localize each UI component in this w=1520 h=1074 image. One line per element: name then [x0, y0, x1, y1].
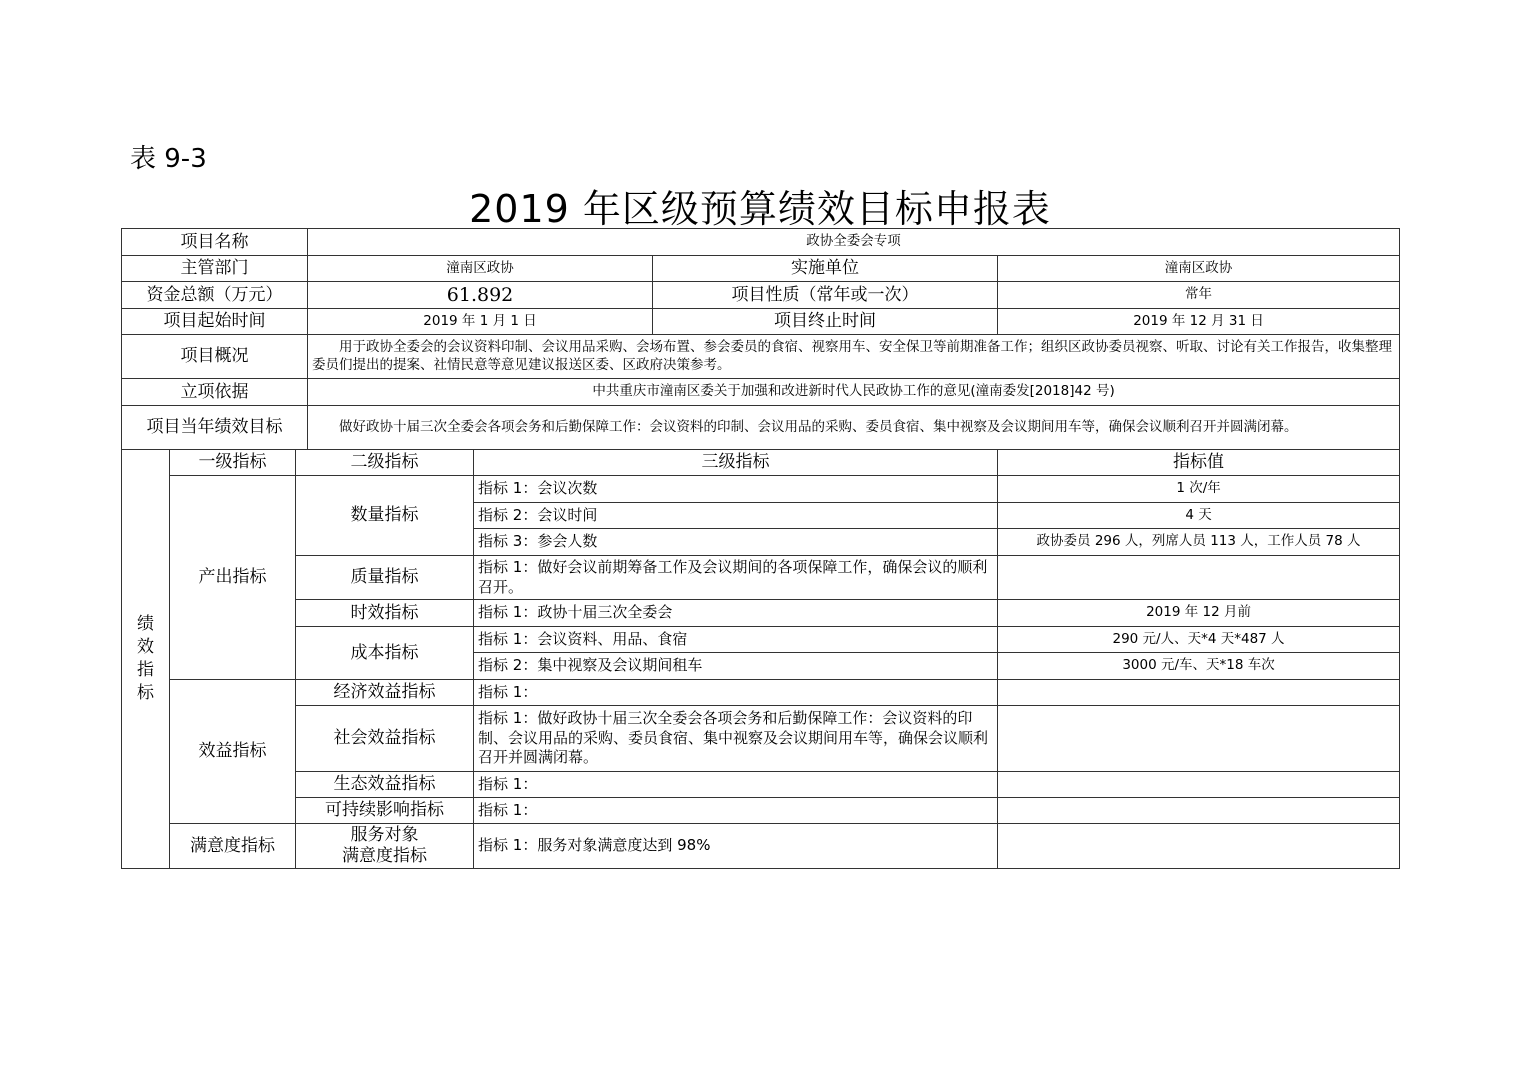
indicator-row [122, 824, 1400, 869]
indicator-value [998, 706, 1400, 772]
indicator-value [998, 824, 1400, 869]
indicator-name: 指标 3：参会人数 [474, 529, 998, 556]
indicator-name: 指标 1： [474, 772, 998, 798]
row-overview [122, 335, 1400, 379]
fund-value: 61.892 [308, 282, 653, 309]
header-level2: 二级指标 [296, 450, 474, 476]
indicator-value [998, 556, 1400, 600]
indicator-value: 290 元/人、天*4 天*487 人 [998, 627, 1400, 653]
row-project-name [122, 229, 1400, 256]
start-time-value: 2019 年 1 月 1 日 [308, 309, 653, 335]
header-value: 指标值 [998, 450, 1400, 476]
quality-indicator-label: 质量指标 [296, 556, 474, 600]
sustainable-impact-label: 可持续影响指标 [296, 798, 474, 824]
indicator-name: 指标 2：集中视察及会议期间租车 [474, 653, 998, 680]
overview-value: 用于政协全委会的会议资料印制、会议用品采购、会场布置、参会委员的食宿、视察用车、安全保卫等前期准备工作；组织区政协委员视察、听取、讨论有关工作报告，收集整理委员们提出的提案、社情民意等意见建议报送区委、区政府决策参考。 [308, 335, 1400, 379]
nature-label: 项目性质（常年或一次） [653, 282, 998, 309]
indicator-name: 指标 1： [474, 680, 998, 706]
indicator-name: 指标 1：做好政协十届三次全委会各项会务和后勤保障工作：会议资料的印制、会议用品的采购、委员食宿、集中视察及会议期间用车等，确保会议顺利召开并圆满闭幕。 [474, 706, 998, 772]
header-level3: 三级指标 [474, 450, 998, 476]
service-satisfaction-line2: 满意度指标 [342, 846, 428, 866]
social-benefit-label: 社会效益指标 [296, 706, 474, 772]
nature-value: 常年 [998, 282, 1400, 309]
indicator-row [122, 772, 1400, 798]
indicator-value: 4 天 [998, 503, 1400, 529]
indicator-name: 指标 1：政协十届三次全委会 [474, 600, 998, 627]
basis-value: 中共重庆市潼南区委关于加强和改进新时代人民政协工作的意见(潼南委发[2018]42 号) [308, 379, 1400, 406]
performance-indicator-section-label [122, 450, 170, 869]
header-level1: 一级指标 [170, 450, 296, 476]
row-fund [122, 282, 1400, 309]
indicator-row [122, 556, 1400, 600]
satisfaction-indicator-label: 满意度指标 [170, 824, 296, 869]
indicator-name: 指标 1：服务对象满意度达到 98% [474, 824, 998, 869]
row-period [122, 309, 1400, 335]
indicator-value [998, 798, 1400, 824]
indicator-row [122, 706, 1400, 772]
output-indicator-label: 产出指标 [170, 476, 296, 680]
row-basis [122, 379, 1400, 406]
end-time-label: 项目终止时间 [653, 309, 998, 335]
row-annual-goal [122, 406, 1400, 450]
indicator-name: 指标 1：会议次数 [474, 476, 998, 503]
start-time-label: 项目起始时间 [122, 309, 308, 335]
indicator-row [122, 798, 1400, 824]
section-label-text: 绩效指标 [137, 614, 154, 703]
indicator-name: 指标 2：会议时间 [474, 503, 998, 529]
implementer-value: 潼南区政协 [998, 256, 1400, 282]
indicator-value [998, 680, 1400, 706]
ecological-benefit-label: 生态效益指标 [296, 772, 474, 798]
indicator-value: 2019 年 12 月前 [998, 600, 1400, 627]
indicator-name: 指标 1：做好会议前期筹备工作及会议期间的各项保障工作，确保会议的顺利召开。 [474, 556, 998, 600]
cost-indicator-label: 成本指标 [296, 627, 474, 680]
indicator-row [122, 476, 1400, 503]
end-time-value: 2019 年 12 月 31 日 [998, 309, 1400, 335]
indicator-value: 政协委员 296 人，列席人员 113 人，工作人员 78 人 [998, 529, 1400, 556]
indicator-value: 1 次/年 [998, 476, 1400, 503]
overview-label: 项目概况 [122, 335, 308, 379]
annual-goal-label: 项目当年绩效目标 [122, 406, 308, 450]
implementer-label: 实施单位 [653, 256, 998, 282]
indicator-row [122, 600, 1400, 627]
indicator-row [122, 627, 1400, 653]
department-label: 主管部门 [122, 256, 308, 282]
department-value: 潼南区政协 [308, 256, 653, 282]
service-satisfaction-label [296, 824, 474, 869]
project-name-label: 项目名称 [122, 229, 308, 256]
fund-label: 资金总额（万元） [122, 282, 308, 309]
project-name-value: 政协全委会专项 [308, 229, 1400, 256]
indicator-name: 指标 1： [474, 798, 998, 824]
table-number: 表 9-3 [130, 144, 207, 174]
quantity-indicator-label: 数量指标 [296, 476, 474, 556]
page-title: 2019 年区级预算绩效目标申报表 [469, 187, 1051, 231]
service-satisfaction-line1: 服务对象 [350, 825, 419, 845]
economic-benefit-label: 经济效益指标 [296, 680, 474, 706]
indicator-row [122, 680, 1400, 706]
time-indicator-label: 时效指标 [296, 600, 474, 627]
row-department [122, 256, 1400, 282]
indicator-value: 3000 元/车、天*18 车次 [998, 653, 1400, 680]
benefit-indicator-label: 效益指标 [170, 680, 296, 824]
annual-goal-value: 做好政协十届三次全委会各项会务和后勤保障工作：会议资料的印制、会议用品的采购、委员食宿、集中视察及会议期间用车等，确保会议顺利召开并圆满闭幕。 [308, 406, 1400, 450]
indicator-name: 指标 1：会议资料、用品、食宿 [474, 627, 998, 653]
indicator-value [998, 772, 1400, 798]
basis-label: 立项依据 [122, 379, 308, 406]
performance-target-form [121, 228, 1400, 869]
indicator-header-row [122, 450, 1400, 476]
